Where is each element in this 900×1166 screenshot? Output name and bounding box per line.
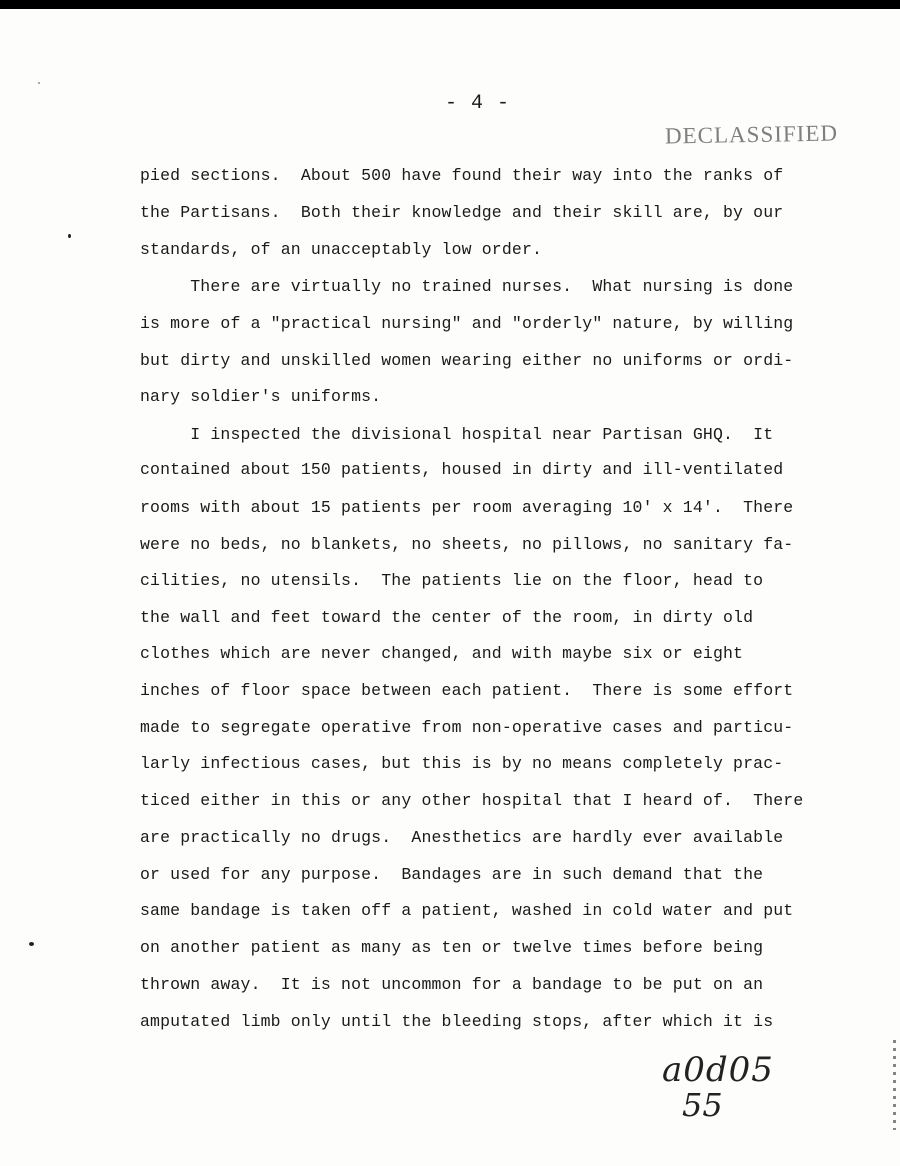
text-line: pied sections. About 500 have found their way into the ranks of	[140, 166, 784, 185]
text-line: thrown away. It is not uncommon for a bandage to be put on an	[140, 975, 764, 994]
text-line: same bandage is taken off a patient, washed in cold water and put	[140, 901, 794, 920]
text-line: amputated limb only until the bleeding stops, after which it is	[140, 1012, 774, 1031]
text-line: rooms with about 15 patients per room averaging 10' x 14'. There	[140, 498, 794, 517]
text-line: ticed either in this or any other hospital that I heard of. There	[140, 791, 804, 810]
text-line: or used for any purpose. Bandages are in such demand that the	[140, 865, 764, 884]
text-line: There are virtually no trained nurses. What nursing is done	[140, 277, 794, 296]
text-line: I inspected the divisional hospital near Partisan GHQ. It	[140, 425, 774, 444]
text-line: nary soldier's uniforms.	[140, 387, 382, 406]
scan-speck	[68, 234, 71, 238]
text-line: larly infectious cases, but this is by no means completely prac-	[140, 754, 784, 773]
scan-speck	[38, 82, 40, 84]
text-line: clothes which are never changed, and with maybe six or eight	[140, 644, 744, 663]
text-line: made to segregate operative from non-operative cases and particu-	[140, 718, 794, 737]
text-line: contained about 150 patients, housed in dirty and ill-ventilated	[140, 460, 784, 479]
text-line: were no beds, no blankets, no sheets, no pillows, no sanitary fa-	[140, 535, 794, 554]
handwritten-page-number: 55	[682, 1086, 723, 1124]
text-line: on another patient as many as ten or twelve times before being	[140, 938, 764, 957]
page-number: - 4 -	[445, 92, 511, 115]
scan-edge-marks	[893, 1040, 896, 1130]
text-line: standards, of an unacceptably low order.	[140, 240, 543, 259]
text-line: inches of floor space between each patient. There is some effort	[140, 681, 794, 700]
scan-speck	[29, 942, 34, 946]
declassified-stamp: DECLASSIFIED	[664, 120, 839, 149]
text-line: are practically no drugs. Anesthetics are hardly ever available	[140, 828, 784, 847]
handwritten-file-code: a0d05	[662, 1050, 774, 1090]
text-line: the wall and feet toward the center of the room, in dirty old	[140, 608, 754, 627]
text-line: cilities, no utensils. The patients lie on the floor, head to	[140, 571, 764, 590]
text-line: but dirty and unskilled women wearing either no uniforms or ordi-	[140, 351, 794, 370]
text-line: the Partisans. Both their knowledge and their skill are, by our	[140, 203, 784, 222]
text-line: is more of a "practical nursing" and "orderly" nature, by willing	[140, 314, 794, 333]
